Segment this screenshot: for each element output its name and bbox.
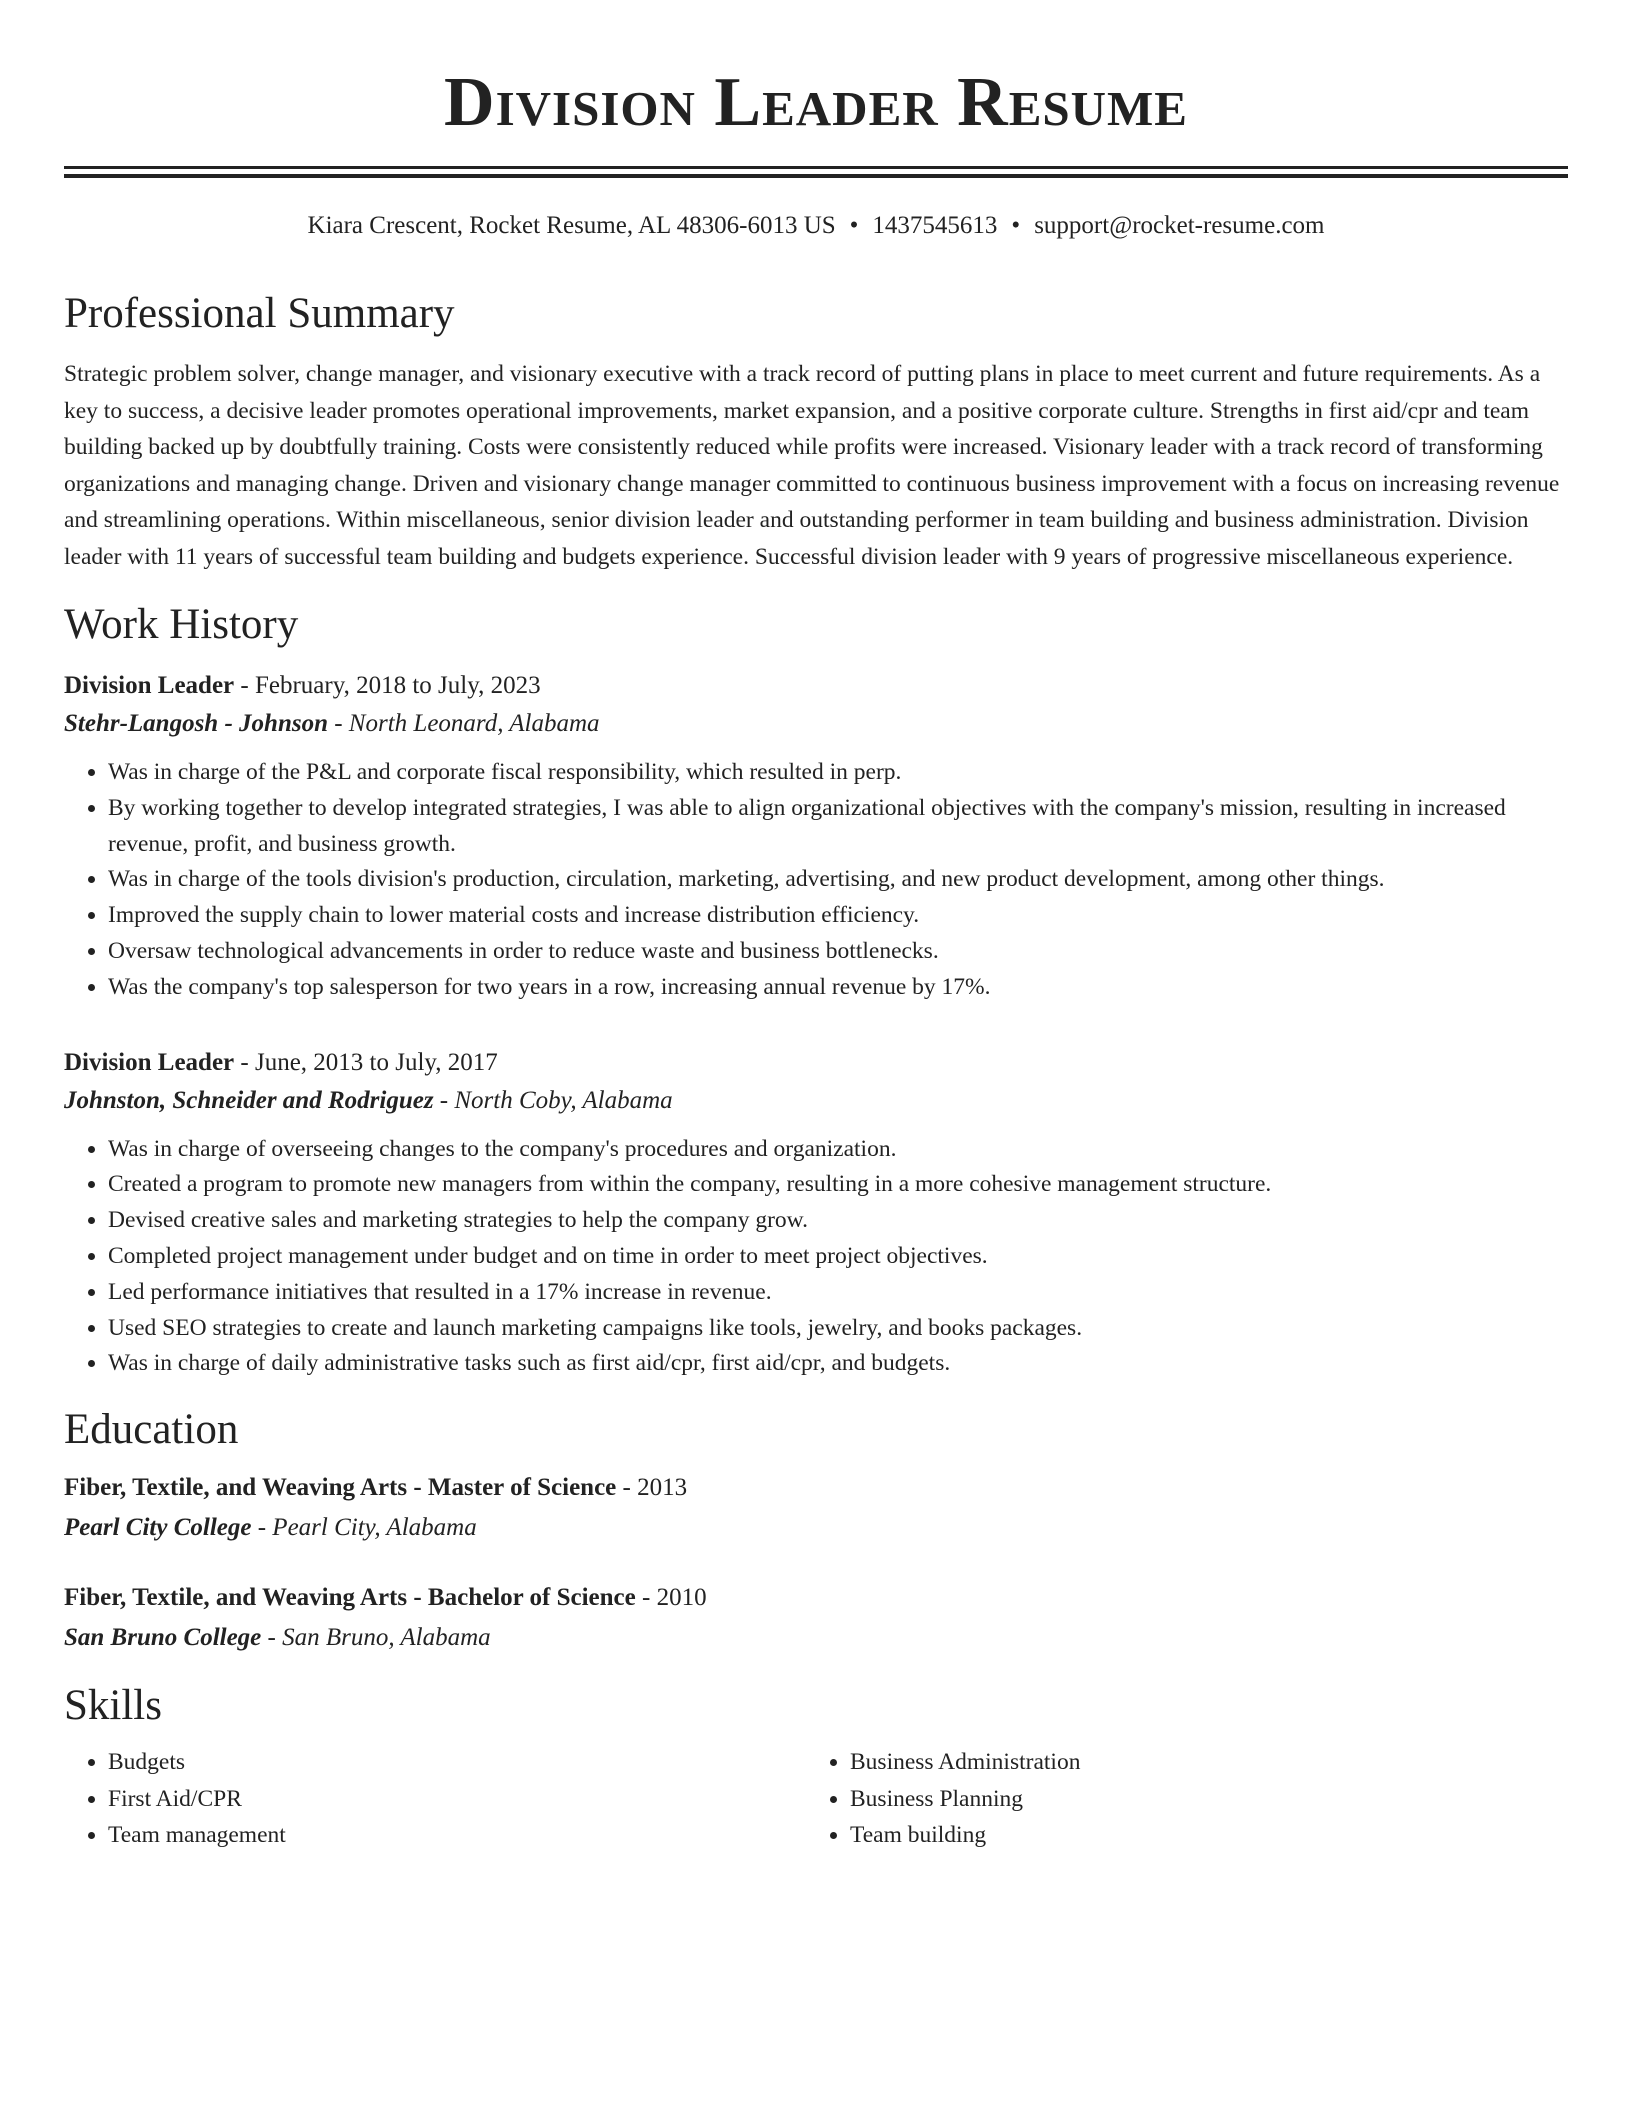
job-title: Division Leader xyxy=(64,1048,235,1076)
list-item: • Oversaw technological advancements in order to reduce waste and business bottlenecks. xyxy=(108,934,1568,970)
job-title-line xyxy=(64,1044,1568,1082)
contact-email: support@rocket-resume.com xyxy=(1034,212,1325,239)
resume-title: Division Leader Resume xyxy=(444,64,1188,141)
resume-page xyxy=(64,0,1568,1854)
contact-line xyxy=(64,208,1568,244)
list-item: • Devised creative sales and marketing strategies to help the company grow. xyxy=(108,1203,1568,1239)
job-company-line xyxy=(64,705,1568,743)
education-location: - Pearl City, Alabama xyxy=(251,1514,477,1542)
list-item: • Led performance initiatives that resulted in a 17% increase in revenue. xyxy=(108,1275,1568,1311)
job-company-line xyxy=(64,1082,1568,1120)
education-entry xyxy=(64,1468,1568,1548)
skills-list-right xyxy=(806,1744,1548,1854)
education-degree: Fiber, Textile, and Weaving Arts - Master of Science xyxy=(64,1474,617,1502)
list-item: • Used SEO strategies to create and launch marketing campaigns like tools, jewelry, and books packages. xyxy=(108,1311,1568,1347)
contact-address: Kiara Crescent, Rocket Resume, AL 48306-6013 US xyxy=(307,212,836,239)
education-year: - 2013 xyxy=(616,1474,688,1502)
job-location: - North Leonard, Alabama xyxy=(327,710,600,737)
section-heading-summary: Professional Summary xyxy=(64,290,455,337)
title-double-rule xyxy=(64,166,1568,178)
skill-item: • Business Planning xyxy=(850,1781,1548,1818)
job-entry xyxy=(64,667,1568,1006)
list-item: • Was in charge of daily administrative tasks such as first aid/cpr, first aid/cpr, and budgets. xyxy=(108,1346,1568,1382)
contact-phone: 1437545613 xyxy=(872,212,998,239)
education-degree: Fiber, Textile, and Weaving Arts - Bachelor of Science xyxy=(64,1584,636,1612)
job-bullets xyxy=(64,755,1568,1006)
education-degree-line xyxy=(64,1468,1568,1508)
list-item: • Completed project management under budget and on time in order to meet project objectives. xyxy=(108,1239,1568,1275)
list-item: • Was in charge of the tools division's production, circulation, marketing, advertising, and new product development, among other things. xyxy=(108,862,1568,898)
job-company: Johnston, Schneider and Rodriguez xyxy=(64,1086,434,1114)
education-school: Pearl City College xyxy=(64,1514,252,1542)
list-item: • Improved the supply chain to lower material costs and increase distribution efficiency. xyxy=(108,898,1568,934)
education-year: - 2010 xyxy=(635,1584,707,1612)
section-heading-work-history: Work History xyxy=(64,601,299,648)
job-title-line xyxy=(64,667,1568,705)
job-dates: - June, 2013 to July, 2017 xyxy=(234,1048,498,1076)
skill-item: • First Aid/CPR xyxy=(108,1781,806,1818)
job-bullets xyxy=(64,1132,1568,1383)
job-dates: - February, 2018 to July, 2023 xyxy=(234,672,541,699)
education-location: - San Bruno, Alabama xyxy=(261,1624,491,1652)
list-item: • Created a program to promote new managers from within the company, resulting in a more cohesive management structure. xyxy=(108,1167,1568,1203)
list-item: • By working together to develop integrated strategies, I was able to align organizational objectives with the company's mission, resulting in increased revenue, profit, and business growth. xyxy=(108,791,1568,863)
education-school-line xyxy=(64,1618,1568,1658)
job-entry xyxy=(64,1044,1568,1383)
section-heading-education: Education xyxy=(64,1406,239,1454)
skill-item: • Team management xyxy=(108,1817,806,1854)
section-heading-skills: Skills xyxy=(64,1682,162,1730)
skills-columns xyxy=(64,1744,1568,1854)
summary-paragraph: Strategic problem solver, change manager, and visionary executive with a track record of putting plans in place to meet current and future requirements. As a key to success, a decisive leader promotes operational improvements, market expansion, and a positive corporate culture. Strengths in first aid/cpr and team building backed up by doubtfully training. Costs were consistently reduced while profits were increased. Visionary leader with a track record of transforming organizations and managing change. Driven and visionary change manager committed to continuous business improvement with a focus on increasing revenue and streamlining operations. Within miscellaneous, senior division leader and outstanding performer in team building and business administration. Division leader with 11 years of successful team building and budgets experience. Successful division leader with 9 years of progressive miscellaneous experience. xyxy=(64,361,1560,570)
education-school: San Bruno College xyxy=(64,1624,262,1652)
job-company: Stehr-Langosh - Johnson xyxy=(64,710,328,737)
list-item: • Was in charge of the P&L and corporate fiscal responsibility, which resulted in perp. xyxy=(108,755,1568,791)
skills-list-left xyxy=(64,1744,806,1854)
skill-item: • Business Administration xyxy=(850,1744,1548,1781)
skill-item: • Budgets xyxy=(108,1744,806,1781)
bullet-separator: • xyxy=(849,212,859,239)
list-item: • Was the company's top salesperson for two years in a row, increasing annual revenue by 17%. xyxy=(108,970,1568,1006)
education-school-line xyxy=(64,1508,1568,1548)
skill-item: • Team building xyxy=(850,1817,1548,1854)
job-location: - North Coby, Alabama xyxy=(433,1086,673,1114)
bullet-separator: • xyxy=(1011,212,1021,239)
education-degree-line xyxy=(64,1578,1568,1618)
education-entry xyxy=(64,1578,1568,1658)
job-title: Division Leader xyxy=(64,672,235,699)
list-item: • Was in charge of overseeing changes to the company's procedures and organization. xyxy=(108,1132,1568,1168)
